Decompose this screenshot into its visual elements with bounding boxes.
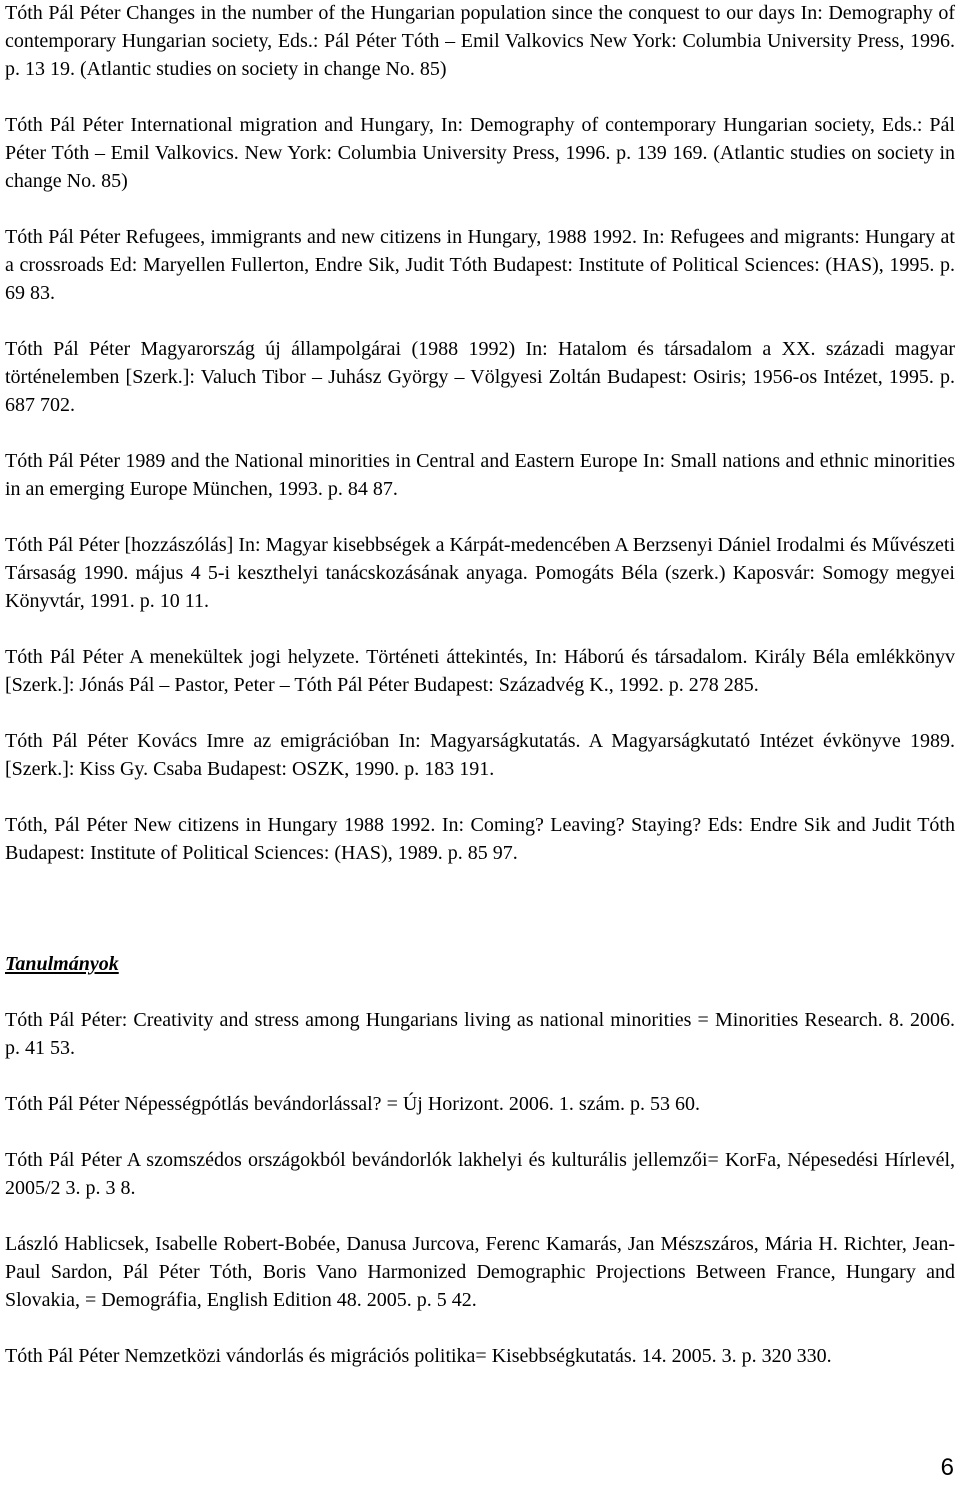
reference-entry: Tóth Pál Péter 1989 and the National minorities in Central and Eastern Europe In: Small nations and ethnic minorities in an emerging Europe München, 1993. p. 84 87. (5, 450, 955, 500)
reference-entry: Tóth Pál Péter: Creativity and stress among Hungarians living as national minorities = Minorities Research. 8. 2006. p. 41 53. (5, 1009, 955, 1059)
reference-entry: Tóth Pál Péter Népességpótlás bevándorlással? = Új Horizont. 2006. 1. szám. p. 53 60. (5, 1093, 701, 1115)
section-heading-wrapper (5, 950, 955, 978)
reference-entry: Tóth Pál Péter A szomszédos országokból bevándorlók lakhelyi és kulturális jellemzői= KorFa, Népesedési Hírlevél, 2005/2 3. p. 3 8. (5, 1149, 955, 1199)
reference-list-books (5, 0, 955, 867)
reference-entry: Tóth Pál Péter Kovács Imre az emigrációban In: Magyarságkutatás. A Magyarságkutató Intézet évkönyve 1989. [Szerk.]: Kiss Gy. Csaba Budapest: OSZK, 1990. p. 183 191. (5, 730, 955, 780)
section-heading: Tanulmányok (5, 953, 119, 975)
reference-entry: Tóth Pál Péter Changes in the number of the Hungarian population since the conquest to our days In: Demography of contemporary Hungarian society, Eds.: Pál Péter Tóth – Emil Valkovics New York: Columbia University Press, 1996. p. 13 19. (Atlantic studies on society in change No. 85) (5, 2, 955, 80)
reference-list-studies (5, 1006, 955, 1370)
reference-entry: Tóth Pál Péter Magyarország új állampolgárai (1988 1992) In: Hatalom és társadalom a XX. századi magyar történelemben [Szerk.]: Valuch Tibor – Juhász György – Völgyesi Zoltán Budapest: Osiris; 1956-os Intézet, 1995. p. 687 702. (5, 338, 955, 416)
reference-entry: Tóth Pál Péter [hozzászólás] In: Magyar kisebbségek a Kárpát-medencében A Berzsenyi Dániel Irodalmi és Művészeti Társaság 1990. május 4 5-i keszthelyi tanácskozásának anyaga. Pomogáts Béla (szerk.) Kaposvár: Somogy megyei Könyvtár, 1991. p. 10 11. (5, 534, 955, 612)
reference-entry: Tóth Pál Péter Nemzetközi vándorlás és migrációs politika= Kisebbségkutatás. 14. 2005. 3. p. 320 330. (5, 1345, 832, 1367)
reference-entry: Tóth Pál Péter Refugees, immigrants and new citizens in Hungary, 1988 1992. In: Refugees and migrants: Hungary at a crossroads Ed: Maryellen Fullerton, Endre Sik, Judit Tóth Budapest: Institute of Political Sciences: (HAS), 1995. p. 69 83. (5, 226, 955, 304)
reference-entry: Tóth Pál Péter International migration and Hungary, In: Demography of contemporary Hungarian society, Eds.: Pál Péter Tóth – Emil Valkovics. New York: Columbia University Press, 1996. p. 139 169. (Atlantic studies on society in change No. 85) (5, 114, 955, 192)
page-number: 6 (940, 1454, 954, 1481)
reference-entry: László Hablicsek, Isabelle Robert-Bobée, Danusa Jurcova, Ferenc Kamarás, Jan Mészszáros, Mária H. Richter, Jean-Paul Sardon, Pál Péter Tóth, Boris Vano Harmonized Demographic Projections Between France, Hungary and Slovakia, = Demográfia, English Edition 48. 2005. p. 5 42. (5, 1233, 955, 1311)
reference-entry: Tóth, Pál Péter New citizens in Hungary 1988 1992. In: Coming? Leaving? Staying? Eds: Endre Sik and Judit Tóth Budapest: Institute of Political Sciences: (HAS), 1989. p. 85 97. (5, 814, 955, 864)
reference-entry: Tóth Pál Péter A menekültek jogi helyzete. Történeti áttekintés, In: Háború és társadalom. Király Béla emlékkönyv [Szerk.]: Jónás Pál – Pastor, Peter – Tóth Pál Péter Budapest: Századvég K., 1992. p. 278 285. (5, 646, 955, 696)
